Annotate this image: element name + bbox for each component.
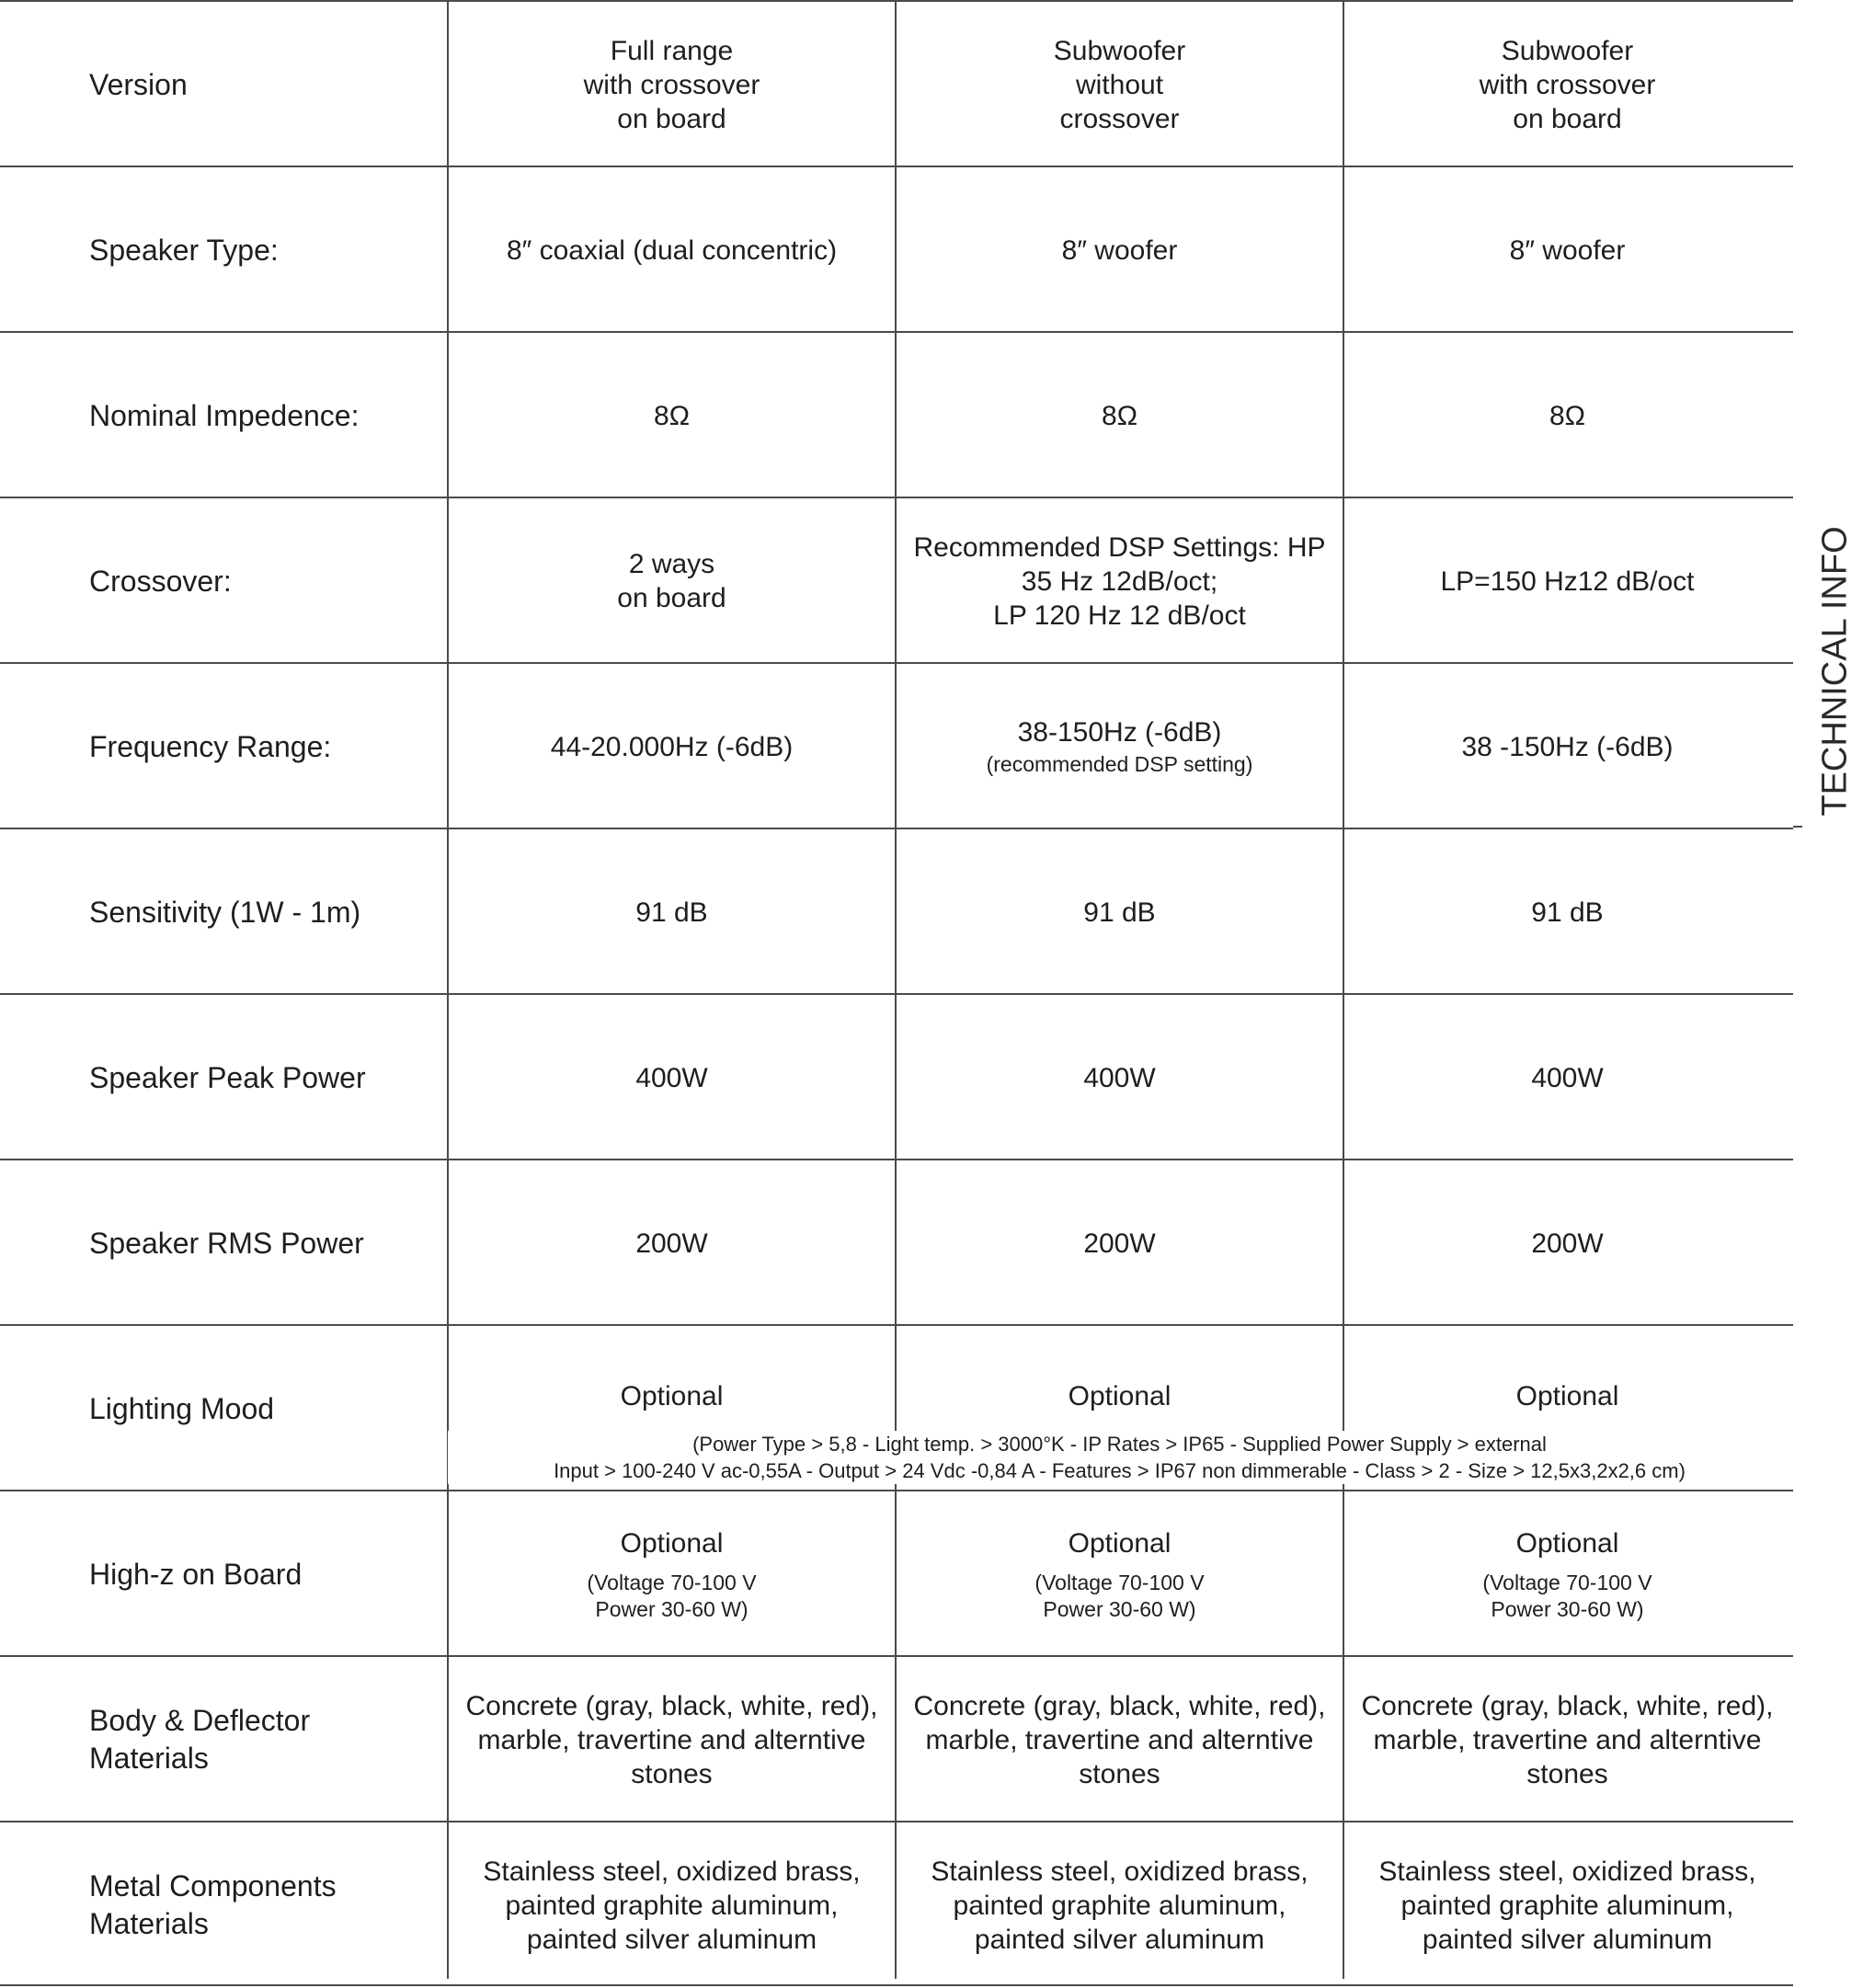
table-cell: [896, 498, 1343, 664]
table-row: [0, 1490, 1793, 1655]
row-label: Lighting Mood: [89, 1391, 275, 1425]
table-cell: [1343, 1657, 1791, 1822]
cell-value: 8Ω: [1549, 400, 1586, 431]
cell-value: Subwoofer without crossover: [1053, 35, 1186, 134]
row-label: Version: [89, 67, 188, 101]
cell-value: 8″ woofer: [1509, 234, 1626, 266]
table-cell: [448, 167, 896, 333]
table-row: [0, 1655, 1793, 1821]
row-label: Sensitivity (1W - 1m): [89, 895, 361, 929]
cell-value: Optional: [1068, 1527, 1172, 1559]
table-cell: [1343, 995, 1791, 1160]
table-cell: [448, 1657, 896, 1822]
row-label: Frequency Range:: [89, 729, 332, 763]
row-label: High-z on Board: [89, 1557, 303, 1591]
cell-value: Concrete (gray, black, white, red), marble, travertine and alterntive stones: [465, 1690, 878, 1789]
row-label: Body & Deflector Materials: [89, 1704, 311, 1775]
cell-value: Optional: [1068, 1381, 1172, 1411]
cell-value: LP=150 Hz12 dB/oct: [1440, 566, 1695, 597]
side-title: TECHNICAL INFO: [1815, 526, 1855, 817]
table-cell: [896, 2, 1343, 167]
cell-value: Subwoofer with crossover on board: [1479, 35, 1656, 134]
cell-value: Stainless steel, oxidized brass, painted graphite aluminum, painted silver aluminum: [483, 1856, 861, 1955]
cell-value: Stainless steel, oxidized brass, painted graphite aluminum, painted silver aluminum: [931, 1856, 1309, 1955]
table-cell: [896, 1822, 1343, 1988]
cell-note: (recommended DSP setting): [986, 752, 1253, 776]
row-label: Speaker Peak Power: [89, 1060, 366, 1094]
table-cell: [1343, 2, 1791, 167]
cell-value: Optional: [620, 1527, 724, 1559]
cell-value: 200W: [635, 1228, 708, 1259]
table-row: [0, 993, 1793, 1159]
cell-value: 2 ways on board: [617, 549, 726, 613]
table-cell: [1343, 167, 1791, 333]
cell-value: 200W: [1083, 1228, 1156, 1259]
cell-value: Optional: [1515, 1527, 1619, 1559]
cell-value: Stainless steel, oxidized brass, painted graphite aluminum, painted silver aluminum: [1378, 1856, 1756, 1955]
lighting-spec-note: (Power Type > 5,8 - Light temp. > 3000°K - IP Rates > IP65 - Supplied Power Supply > external Input > 100-240 V ac-0,55A - Output > 24 Vdc -0,84 A - Features > IP67 non dimmerable - Class > 2 - Size > 12,5x3,2x2,6 cm): [448, 1431, 1791, 1484]
table-row: [0, 828, 1793, 993]
table-row: [0, 497, 1793, 662]
cell-value: 400W: [1083, 1062, 1156, 1093]
table-cell: [448, 1491, 896, 1657]
table-row: [0, 1821, 1793, 1986]
table-row: [0, 1324, 1793, 1490]
cell-value: 91 dB: [635, 897, 708, 928]
table-cell: [896, 1160, 1343, 1326]
cell-value: 91 dB: [1531, 897, 1604, 928]
cell-value: Optional: [620, 1381, 724, 1411]
table-cell: [896, 1491, 1343, 1657]
table-cell: [448, 1160, 896, 1326]
cell-value: Concrete (gray, black, white, red), marble, travertine and alterntive stones: [1361, 1690, 1774, 1789]
table-cell: [448, 664, 896, 829]
table-row: [0, 662, 1793, 828]
row-label: Speaker Type:: [89, 233, 279, 267]
table-cell: [1343, 1491, 1791, 1657]
table-cell: [448, 498, 896, 664]
table-cell: [1343, 333, 1791, 498]
table-cell: [448, 333, 896, 498]
table-cell: [1343, 664, 1791, 829]
row-label: Nominal Impedence:: [89, 398, 360, 432]
row-label: Metal Components Materials: [89, 1869, 337, 1940]
cell-value: 38 -150Hz (-6dB): [1461, 731, 1674, 762]
table-cell: [448, 829, 896, 995]
table-cell: [1343, 829, 1791, 995]
side-divider: [1793, 826, 1802, 828]
cell-value: 200W: [1531, 1228, 1604, 1259]
table-cell: [896, 333, 1343, 498]
cell-value: 8Ω: [653, 400, 691, 431]
cell-value: 400W: [1531, 1062, 1604, 1093]
table-cell: [896, 167, 1343, 333]
table-cell: [896, 829, 1343, 995]
table-cell: [1343, 498, 1791, 664]
cell-value: 38-150Hz (-6dB): [1017, 717, 1222, 748]
table-row: [0, 1159, 1793, 1324]
cell-note: (Voltage 70-100 V Power 30-60 W): [1034, 1570, 1205, 1621]
table-cell: [448, 995, 896, 1160]
table-cell: [896, 664, 1343, 829]
table-row: [0, 166, 1793, 331]
table-cell: [896, 995, 1343, 1160]
table-cell: [1343, 1160, 1791, 1326]
cell-value: 91 dB: [1083, 897, 1156, 928]
table-cell: [448, 2, 896, 167]
cell-value: Full range with crossover on board: [583, 35, 760, 134]
table-row: [0, 331, 1793, 497]
table-cell: [896, 1657, 1343, 1822]
cell-note: (Voltage 70-100 V Power 30-60 W): [587, 1570, 757, 1621]
cell-value: Concrete (gray, black, white, red), marble, travertine and alterntive stones: [913, 1690, 1326, 1789]
table-cell: [1343, 1822, 1791, 1988]
cell-value: 44-20.000Hz (-6dB): [550, 731, 794, 762]
cell-value: Recommended DSP Settings: HP 35 Hz 12dB/oct; LP 120 Hz 12 dB/oct: [913, 531, 1326, 631]
row-label: Speaker RMS Power: [89, 1226, 364, 1260]
table-row: [0, 0, 1793, 166]
cell-value: 8″ woofer: [1061, 234, 1178, 266]
cell-value: 400W: [635, 1062, 708, 1093]
row-label: Crossover:: [89, 564, 232, 598]
cell-note: (Voltage 70-100 V Power 30-60 W): [1482, 1570, 1652, 1621]
cell-value: 8Ω: [1101, 400, 1138, 431]
table-cell: [448, 1822, 896, 1988]
cell-value: Optional: [1515, 1381, 1619, 1411]
cell-value: 8″ coaxial (dual concentric): [506, 234, 838, 266]
